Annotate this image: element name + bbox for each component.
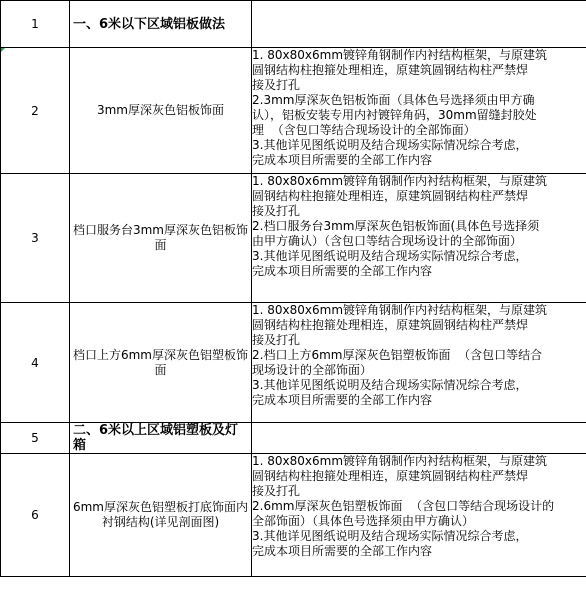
row-number-cell[interactable]: 5 bbox=[1, 423, 70, 454]
description-line: 由甲方确认）（含包口等结合现场设计的全部饰面） bbox=[252, 234, 523, 248]
description-line: 完成本项目所需要的全部工作内容 bbox=[252, 393, 433, 407]
description-line: 接及打孔 bbox=[252, 204, 301, 218]
item-name-cell[interactable]: 档口服务台3mm厚深灰色铝板饰面 bbox=[70, 174, 252, 303]
item-name-cell[interactable]: 3mm厚深灰色铝板饰面 bbox=[70, 48, 252, 174]
item-description-cell[interactable] bbox=[252, 454, 586, 577]
description-line: 1. 80x80x6mm镀锌角钢制作内衬结构框架，与原建筑 bbox=[252, 48, 548, 62]
table-row bbox=[1, 303, 586, 423]
item-description-cell[interactable] bbox=[252, 174, 586, 303]
description-line: 完成本项目所需要的全部工作内容 bbox=[252, 264, 433, 278]
row-number-cell[interactable]: 3 bbox=[1, 174, 70, 303]
item-name-cell[interactable]: 档口上方6mm厚深灰色铝塑板饰面 bbox=[70, 303, 252, 423]
description-line: 圆钢结构柱抱箍处理相连，原建筑圆钢结构柱严禁焊 bbox=[252, 469, 529, 483]
table-row bbox=[1, 423, 586, 454]
description-line: 2.6mm厚深灰色铝塑板饰面 （含包口等结合现场设计的 bbox=[252, 499, 555, 513]
description-line: 接及打孔 bbox=[252, 484, 301, 498]
description-line: 认），铝板安装专用内衬镀锌角码，30mm留缝封胶处 bbox=[252, 108, 537, 122]
item-description-cell[interactable] bbox=[252, 48, 586, 174]
description-line: 接及打孔 bbox=[252, 333, 301, 347]
row-number-cell[interactable]: 4 bbox=[1, 303, 70, 423]
table-row bbox=[1, 174, 586, 303]
item-description-cell[interactable] bbox=[252, 1, 586, 48]
description-line: 3.其他详见图纸说明及结合现场实际情况综合考虑， bbox=[252, 138, 528, 152]
description-line: 完成本项目所需要的全部工作内容 bbox=[252, 544, 433, 558]
description-line: 完成本项目所需要的全部工作内容 bbox=[252, 153, 433, 167]
item-name-cell[interactable]: 6mm厚深灰色铝塑板打底饰面内衬钢结构(详见剖面图) bbox=[70, 454, 252, 577]
description-line: 圆钢结构柱抱箍处理相连，原建筑圆钢结构柱严禁焊 bbox=[252, 63, 529, 77]
table-row bbox=[1, 454, 586, 577]
description-line: 现场设计的全部饰面） bbox=[252, 363, 373, 377]
description-line: 1. 80x80x6mm镀锌角钢制作内衬结构框架，与原建筑 bbox=[252, 174, 548, 188]
description-line: 全部饰面）（具体色号选择须由甲方确认） bbox=[252, 514, 475, 528]
description-line: 3.其他详见图纸说明及结合现场实际情况综合考虑， bbox=[252, 249, 528, 263]
description-line: 圆钢结构柱抱箍处理相连，原建筑圆钢结构柱严禁焊 bbox=[252, 189, 529, 203]
section-heading-cell[interactable]: 二、6米以上区域铝塑板及灯箱 bbox=[70, 423, 252, 454]
description-line: 1. 80x80x6mm镀锌角钢制作内衬结构框架，与原建筑 bbox=[252, 303, 548, 317]
description-line: 接及打孔 bbox=[252, 78, 301, 92]
description-line: 2.3mm厚深灰色铝板饰面（具体色号选择须由甲方确 bbox=[252, 93, 535, 107]
item-description-cell[interactable] bbox=[252, 423, 586, 454]
item-description-cell[interactable] bbox=[252, 303, 586, 423]
description-line: 3.其他详见图纸说明及结合现场实际情况综合考虑， bbox=[252, 529, 528, 543]
table-row bbox=[1, 1, 586, 48]
row-number-cell[interactable]: 6 bbox=[1, 454, 70, 577]
description-line: 1. 80x80x6mm镀锌角钢制作内衬结构框架，与原建筑 bbox=[252, 454, 548, 468]
description-line: 3.其他详见图纸说明及结合现场实际情况综合考虑， bbox=[252, 378, 528, 392]
section-heading-cell[interactable]: 一、6米以下区域铝板做法 bbox=[70, 1, 252, 48]
description-line: 圆钢结构柱抱箍处理相连，原建筑圆钢结构柱严禁焊 bbox=[252, 318, 529, 332]
table-row bbox=[1, 48, 586, 174]
description-line: 2.档口上方6mm厚深灰色铝塑板饰面 （含包口等结合 bbox=[252, 348, 543, 362]
description-line: 2.档口服务台3mm厚深灰色铝板饰面(具体色号选择须 bbox=[252, 219, 540, 233]
table-body bbox=[1, 1, 586, 577]
row-number-cell[interactable]: 1 bbox=[1, 1, 70, 48]
cell-marker-icon bbox=[1, 48, 5, 52]
row-number-cell[interactable]: 2 bbox=[1, 48, 70, 174]
description-line: 理 （含包口等结合现场设计的全部饰面） bbox=[252, 123, 476, 137]
